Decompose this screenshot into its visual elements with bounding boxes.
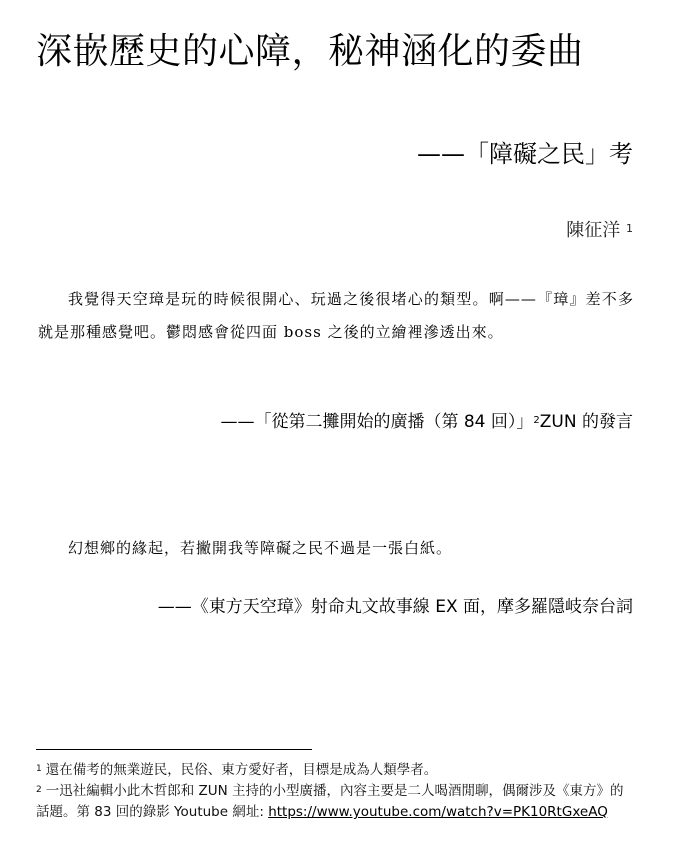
footnote-2 <box>36 781 634 823</box>
article-subtitle: ——「障礙之民」考 <box>417 140 633 168</box>
author-line <box>566 218 633 244</box>
epigraph-attribution-1 <box>220 409 633 435</box>
epigraph-quote-2: 幻想鄉的緣起，若撇開我等障礙之民不過是一張白紙。 <box>68 539 453 557</box>
footnote-number: 2 <box>36 785 42 795</box>
footnote-separator <box>36 749 312 750</box>
epigraph-quote-1: 我覺得天空璋是玩的時候很開心、玩過之後很堵心的類型。啊——『璋』差不多就是那種感覺吧。鬱悶感會從四面 boss 之後的立繪裡滲透出來。 <box>38 290 634 341</box>
epigraph-attribution-2: ——《東方天空璋》射命丸文故事線 EX 面，摩多羅隱岐奈台詞 <box>157 597 633 617</box>
article-title: 深嵌歷史的心障，秘神涵化的委曲 <box>36 31 584 72</box>
footnote-text: 一迅社編輯小此木哲郎和 ZUN 主持的小型廣播，內容主要是二人喝酒閒聊，偶爾涉及《東方》的話題。第 83 回的錄影 Youtube 網址: <box>36 783 624 820</box>
author-footnote-ref[interactable]: 1 <box>626 222 633 235</box>
author-name: 陳征洋 <box>566 220 621 241</box>
footnote-1 <box>36 760 634 781</box>
attribution-footnote-ref[interactable]: 2 <box>533 415 540 426</box>
attribution-speaker: ZUN 的發言 <box>539 412 633 432</box>
footnotes-section <box>36 760 634 823</box>
youtube-link[interactable]: https://www.youtube.com/watch?v=PK10RtGxeAQ <box>268 804 608 820</box>
footnote-number: 1 <box>36 764 42 774</box>
footnote-text: 還在備考的無業遊民，民俗、東方愛好者，目標是成為人類學者。 <box>45 762 438 778</box>
attribution-source: ——「從第二攤開始的廣播（第 84 回）」 <box>220 412 534 432</box>
